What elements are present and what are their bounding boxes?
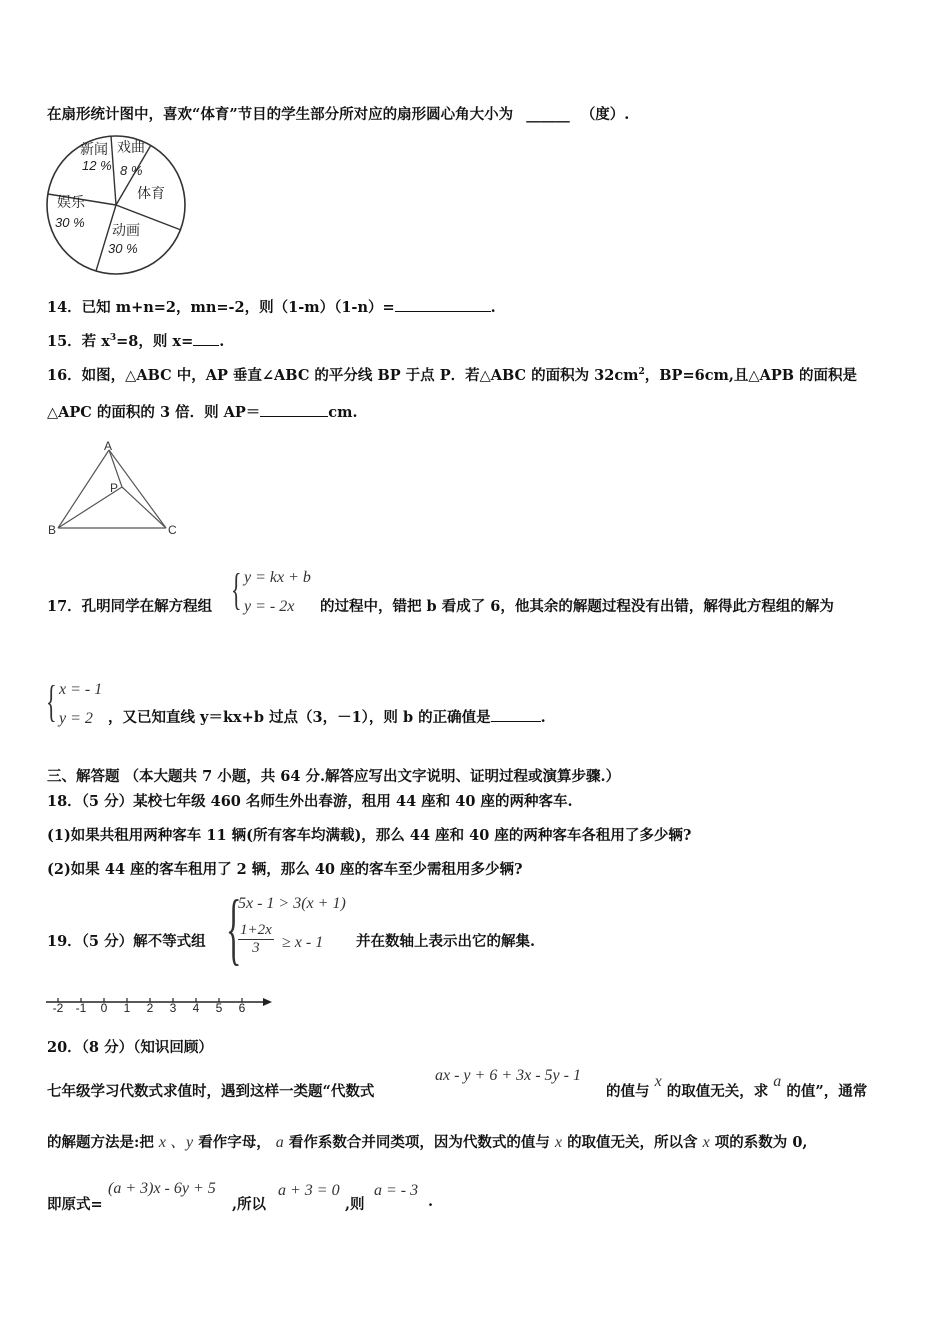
q16-line2-pre: △APC 的面积的 3 倍．则 AP＝ — [47, 404, 261, 421]
q20-line1 — [47, 1080, 374, 1101]
q15-sup: 3 — [109, 333, 117, 344]
q17-pre: 17．孔明同学在解方程组 — [47, 598, 213, 615]
number-line — [44, 992, 276, 1016]
q20-l2-vars: x 、y — [158, 1134, 194, 1151]
pie-label-sports: 体育 — [137, 185, 165, 201]
q20-l2-b: 看作字母， — [198, 1134, 271, 1151]
q20-title: 20．（8 分）（知识回顾） — [47, 1039, 213, 1056]
q20-l1-post: 的值”，通常 — [786, 1083, 868, 1100]
number-line-tick-label: 1 — [123, 1001, 131, 1015]
q15-pre: 15．若 x — [47, 333, 110, 350]
q16-line1 — [47, 364, 857, 385]
q15-blank — [193, 345, 219, 346]
q18-part1: (1)如果共租用两种客车 11 辆(所有客车均满载)，那么 44 座和 40 座的两种客车各租用了多少辆? — [47, 827, 692, 844]
q20-expr3: a + 3 = 0 — [278, 1182, 340, 1199]
q19-post-line — [356, 930, 535, 951]
q20-expr2: (a + 3)x - 6y + 5 — [108, 1180, 216, 1197]
q20-l1-mid: 的值与 — [606, 1083, 650, 1100]
number-line-tick-label: -2 — [52, 1001, 64, 1015]
pie-pct-opera: 8 % — [120, 163, 143, 178]
q19-line — [47, 930, 206, 951]
q16-sup: 2 — [638, 367, 645, 378]
number-line-tick-label: 0 — [100, 1001, 108, 1015]
q16-line2-post: cm. — [328, 404, 358, 421]
pie-pct-news: 12 % — [82, 158, 112, 173]
q13-blank: ______ — [526, 106, 570, 123]
q17-sol2: y = 2 — [59, 710, 93, 727]
q20-var-x: x — [654, 1073, 662, 1090]
q15-post: =8，则 x= — [116, 333, 194, 350]
q20-l1-pre: 七年级学习代数式求值时，遇到这样一类题“代数式 — [47, 1083, 375, 1100]
number-line-tick-label: 6 — [238, 1001, 246, 1015]
q15-end: . — [219, 333, 225, 350]
q17-sol1: x = - 1 — [59, 681, 103, 698]
q13-unit: （度）. — [580, 106, 630, 123]
q20-l3-b-wrap — [232, 1193, 266, 1214]
q19-den: 3 — [252, 940, 260, 956]
q20-l3-c-wrap — [345, 1193, 365, 1214]
q20-l2-a: 的解题方法是:把 — [47, 1134, 154, 1151]
q17-mid-line — [320, 595, 834, 616]
q19-ineq2-rhs: ≥ x - 1 — [282, 934, 324, 951]
q16-line1-pre: 16．如图，△ABC 中，AP 垂直∠ABC 的平分线 BP 于点 P．若△ABC 的面积为 32cm — [47, 367, 639, 384]
q13-line — [47, 103, 629, 124]
q15-line — [47, 330, 224, 351]
triangle-figure — [44, 440, 184, 540]
q20-l2-var-a: a — [275, 1134, 284, 1151]
number-line-tick-label: 4 — [192, 1001, 200, 1015]
pie-label-opera: 戏曲 — [117, 139, 145, 155]
q20-l3-c: ,则 — [345, 1196, 365, 1213]
section3-heading — [47, 765, 620, 786]
q19-num: 1+2x — [240, 922, 272, 938]
q16-line2 — [47, 401, 358, 422]
q19-fraction — [238, 922, 274, 957]
number-line-tick-label: 3 — [169, 1001, 177, 1015]
q13-text: 在扇形统计图中，喜欢“体育”节目的学生部分所对应的扇形圆心角大小为 — [47, 106, 514, 123]
tri-label-a: A — [104, 440, 113, 453]
q19-brace: { — [226, 885, 242, 973]
q14-line — [47, 296, 496, 317]
q17-blank — [491, 721, 541, 722]
q14-blank — [395, 311, 491, 312]
q17-eq2: y = - 2x — [244, 598, 295, 615]
q20-l3-b: ,所以 — [232, 1196, 267, 1213]
q20-l2-var-x1: x — [554, 1134, 562, 1151]
q17-line1 — [47, 595, 212, 616]
q17-post-line — [108, 706, 546, 727]
q17-brace: { — [231, 565, 242, 614]
q17-eq1: y = kx + b — [244, 569, 311, 586]
pie-pct-ent: 30 % — [55, 215, 85, 230]
tri-label-b: B — [48, 523, 57, 537]
number-line-tick-label: -1 — [75, 1001, 87, 1015]
q20-l2-d: 的取值无关，所以含 — [567, 1134, 698, 1151]
tri-label-c: C — [168, 523, 177, 537]
q18-part2: (2)如果 44 座的客车租用了 2 辆，那么 40 座的客车至少需租用多少辆? — [47, 861, 523, 878]
q20-expr1: ax - y + 6 + 3x - 5y - 1 — [435, 1067, 581, 1084]
q16-blank — [260, 416, 328, 417]
q19-ineq1: 5x - 1 > 3(x + 1) — [238, 895, 346, 912]
q20-l2-var-x2: x — [702, 1134, 710, 1151]
tri-label-p: P — [110, 481, 119, 495]
number-line-tick-label: 2 — [146, 1001, 154, 1015]
q20-l3-a: 即原式= — [47, 1196, 103, 1213]
q19-pre: 19．（5 分）解不等式组 — [47, 933, 206, 950]
q18-title: 18．（5 分）某校七年级 460 名师生外出春游，租用 44 座和 40 座的两种客车. — [47, 793, 573, 810]
q14-text: 14．已知 m+n=2，mn=-2，则（1-m）（1-n）= — [47, 299, 395, 316]
q19-post: 并在数轴上表示出它的解集. — [356, 933, 536, 950]
pie-label-anime: 动画 — [112, 222, 140, 238]
number-line-tick-label: 5 — [215, 1001, 223, 1015]
pie-pct-anime: 30 % — [108, 241, 138, 256]
q20-var-a: a — [773, 1073, 782, 1090]
q17-sol-brace: { — [46, 677, 57, 726]
q20-l3-d: . — [428, 1193, 434, 1210]
q20-l1-mid2: 的取值无关，求 — [666, 1083, 769, 1100]
q14-end: . — [490, 299, 496, 316]
pie-label-ent: 娱乐 — [57, 194, 85, 210]
q16-line1-post: ，BP=6cm,且△APB 的面积是 — [644, 367, 858, 384]
q20-l2-e: 项的系数为 0, — [714, 1134, 808, 1151]
q20-line2 — [47, 1129, 807, 1152]
q20-expr4: a = - 3 — [374, 1182, 419, 1199]
q20-l2-c: 看作系数合并同类项，因为代数式的值与 — [288, 1134, 550, 1151]
q17-mid: 的过程中，错把 b 看成了 6，他其余的解题过程没有出错，解得此方程组的解为 — [320, 598, 834, 615]
q20-line1b — [606, 1073, 868, 1101]
q20-l3-d-wrap — [428, 1193, 433, 1210]
section3-text: 三、解答题 （本大题共 7 小题，共 64 分.解答应写出文字说明、证明过程或演算步骤.） — [47, 768, 621, 785]
pie-chart — [40, 132, 192, 278]
q17-post: ，又已知直线 y＝kx+b 过点（3，－1），则 b 的正确值是 — [108, 709, 491, 726]
pie-label-news: 新闻 — [80, 141, 108, 157]
q17-end: . — [540, 709, 546, 726]
q20-line3 — [47, 1193, 103, 1214]
